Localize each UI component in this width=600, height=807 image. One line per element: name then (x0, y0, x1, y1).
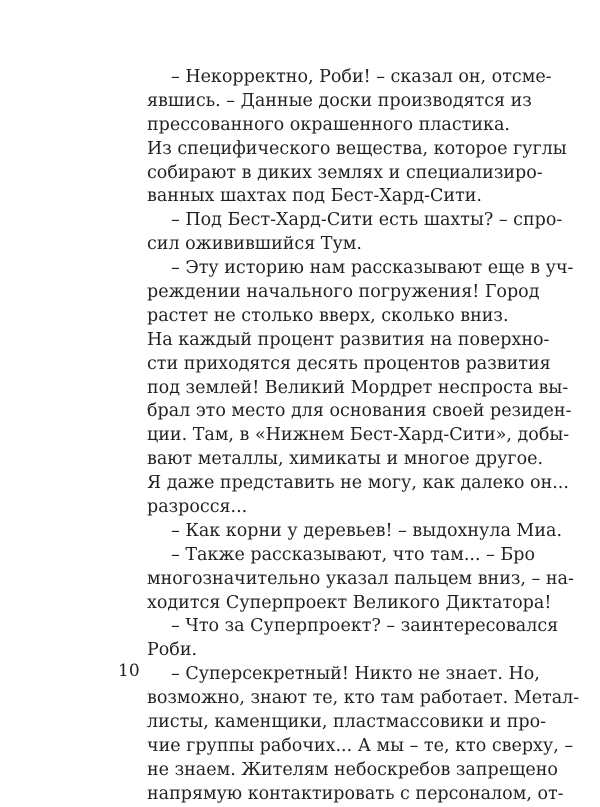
text-line: явшись. – Данные доски производятся из (147, 90, 532, 111)
text-line: многозначительно указал пальцем вниз, – на- (147, 568, 574, 589)
text-line: брал это место для основания своей резиден- (147, 401, 572, 422)
text-line: ходится Суперпроект Великого Диктатора! (147, 592, 552, 613)
text-line: ванных шахтах под Бест-Хард-Сити. (147, 186, 482, 207)
text-line: листы, каменщики, пластмассовики и про- (147, 712, 547, 733)
text-line: под землей! Великий Мордрет неспроста вы- (147, 377, 569, 398)
text-line: собирают в диких землях и специализиро- (147, 162, 543, 183)
text-line: сил оживившийся Тум. (147, 234, 362, 255)
text-line: – Что за Суперпроект? – заинтересовался (171, 616, 559, 637)
text-line: Я даже представить не могу, как далеко он... (147, 473, 569, 494)
text-line: чие группы рабочих... А мы – те, кто сверху, – (147, 735, 574, 756)
text-line: вают металлы, химикаты и многое другое. (147, 449, 544, 470)
text-line: Роби. (147, 640, 198, 661)
text-line: – Под Бест-Хард-Сити есть шахты? – спро- (171, 210, 563, 231)
text-line: ции. Там, в «Нижнем Бест-Хард-Сити», добы- (147, 425, 570, 446)
text-line: прессованного окрашенного пластика. (147, 114, 510, 135)
text-line: На каждый процент развития на поверхно- (147, 329, 550, 350)
page-number: 10 (118, 661, 140, 681)
text-line: – Эту историю нам рассказывают еще в уч- (171, 258, 574, 279)
text-line: растет не столько вверх, сколько вниз. (147, 305, 509, 326)
text-line: не знаем. Жителям небоскребов запрещено (147, 759, 558, 780)
text-line: сти приходятся десять процентов развития (147, 353, 551, 374)
body-text (147, 66, 580, 807)
text-line: – Суперсекретный! Никто не знает. Но, (171, 664, 540, 685)
text-line: Из специфического вещества, которое гуглы (147, 138, 567, 159)
text-line: – Как корни у деревьев! – выдохнула Миа. (171, 520, 563, 541)
text-line: – Также рассказывают, что там... – Бро (171, 544, 536, 565)
text-line: – Некорректно, Роби! – сказал он, отсме- (171, 67, 552, 87)
text-line: возможно, знают те, кто там работает. Метал- (147, 688, 580, 709)
text-line: напрямую контактировать с персоналом, от- (147, 783, 564, 804)
text-line: реждении начального погружения! Город (147, 282, 540, 303)
text-line: разросся... (147, 497, 248, 518)
